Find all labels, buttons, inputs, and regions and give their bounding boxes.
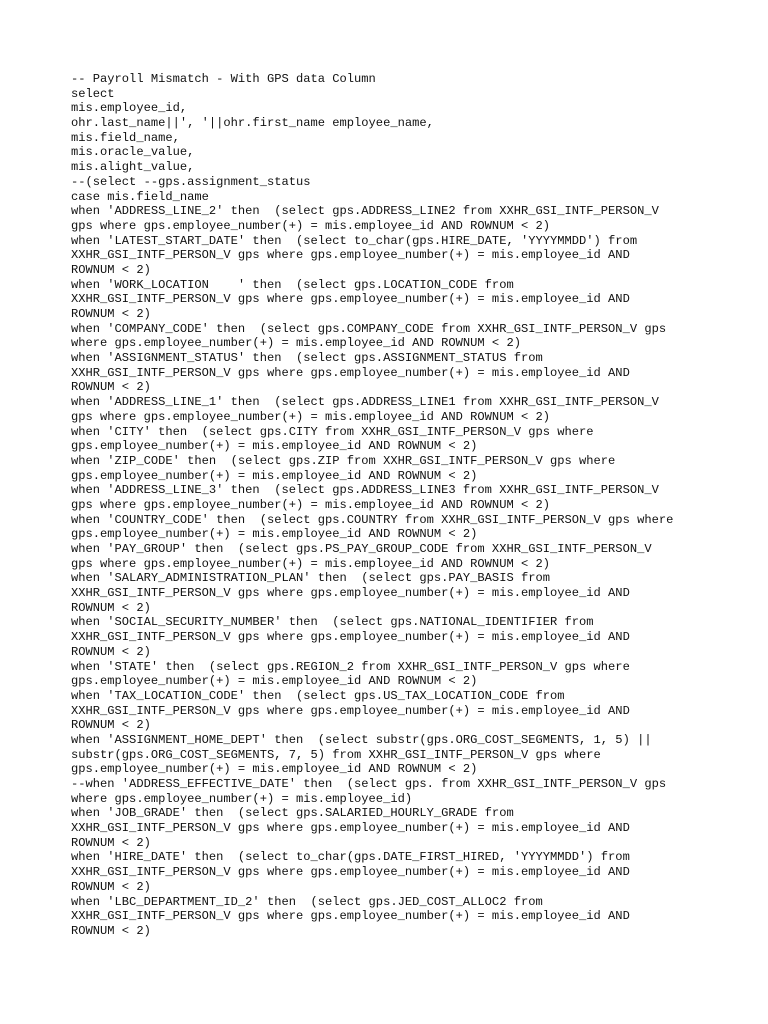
code-line: when 'CITY' then (select gps.CITY from XXHR_GSI_INTF_PERSON_V gps where [71, 424, 594, 439]
code-line: when 'LATEST_START_DATE' then (select to_char(gps.HIRE_DATE, 'YYYYMMDD') from [71, 233, 638, 248]
code-line: when 'SALARY_ADMINISTRATION_PLAN' then (select gps.PAY_BASIS from [71, 571, 550, 586]
code-line: when 'ASSIGNMENT_HOME_DEPT' then (select substr(gps.ORG_COST_SEGMENTS, 1, 5) || [71, 732, 652, 747]
code-line: when 'STATE' then (select gps.REGION_2 from XXHR_GSI_INTF_PERSON_V gps where [71, 659, 630, 674]
code-line: XXHR_GSI_INTF_PERSON_V gps where gps.employee_number(+) = mis.employee_id AND [71, 248, 630, 263]
code-line: ohr.last_name||', '||ohr.first_name employee_name, [71, 116, 434, 131]
code-line: when 'SOCIAL_SECURITY_NUMBER' then (select gps.NATIONAL_IDENTIFIER from [71, 615, 594, 630]
code-line: when 'ZIP_CODE' then (select gps.ZIP from XXHR_GSI_INTF_PERSON_V gps where [71, 453, 616, 468]
code-line: when 'HIRE_DATE' then (select to_char(gps.DATE_FIRST_HIRED, 'YYYYMMDD') from [71, 850, 630, 865]
code-line: gps where gps.employee_number(+) = mis.employee_id AND ROWNUM < 2) [71, 497, 550, 512]
code-line: gps where gps.employee_number(+) = mis.employee_id AND ROWNUM < 2) [71, 556, 550, 571]
code-line: XXHR_GSI_INTF_PERSON_V gps where gps.employee_number(+) = mis.employee_id AND [71, 909, 630, 924]
code-line: -- Payroll Mismatch - With GPS data Column [71, 72, 376, 86]
code-line: ROWNUM < 2) [71, 380, 151, 395]
code-line: mis.alight_value, [71, 160, 195, 175]
code-line: XXHR_GSI_INTF_PERSON_V gps where gps.employee_number(+) = mis.employee_id AND [71, 586, 630, 601]
code-line: when 'LBC_DEPARTMENT_ID_2' then (select gps.JED_COST_ALLOC2 from [71, 894, 543, 909]
code-line: select [71, 86, 115, 101]
code-line: when 'COUNTRY_CODE' then (select gps.COUNTRY from XXHR_GSI_INTF_PERSON_V gps where [71, 512, 674, 527]
code-line: XXHR_GSI_INTF_PERSON_V gps where gps.employee_number(+) = mis.employee_id AND [71, 365, 630, 380]
code-line: --(select --gps.assignment_status [71, 174, 311, 189]
code-line: XXHR_GSI_INTF_PERSON_V gps where gps.employee_number(+) = mis.employee_id AND [71, 703, 630, 718]
code-line: when 'ADDRESS_LINE_2' then (select gps.ADDRESS_LINE2 from XXHR_GSI_INTF_PERSON_V [71, 204, 659, 219]
code-line: where gps.employee_number(+) = mis.employee_id) [71, 791, 413, 806]
code-line: XXHR_GSI_INTF_PERSON_V gps where gps.employee_number(+) = mis.employee_id AND [71, 821, 630, 836]
document-page [71, 72, 711, 939]
code-line: ROWNUM < 2) [71, 835, 151, 850]
code-line: gps.employee_number(+) = mis.employee_id AND ROWNUM < 2) [71, 674, 478, 689]
code-line: gps.employee_number(+) = mis.employee_id AND ROWNUM < 2) [71, 468, 478, 483]
code-line: mis.field_name, [71, 130, 180, 145]
code-line: ROWNUM < 2) [71, 600, 151, 615]
code-line: ROWNUM < 2) [71, 644, 151, 659]
code-line: gps.employee_number(+) = mis.employee_id AND ROWNUM < 2) [71, 439, 478, 454]
code-line: gps.employee_number(+) = mis.employee_id AND ROWNUM < 2) [71, 527, 478, 542]
code-line: when 'PAY_GROUP' then (select gps.PS_PAY_GROUP_CODE from XXHR_GSI_INTF_PERSON_V [71, 542, 652, 556]
code-line: when 'WORK_LOCATION ' then (select gps.LOCATION_CODE from [71, 277, 514, 292]
code-line: gps where gps.employee_number(+) = mis.employee_id AND ROWNUM < 2) [71, 409, 550, 424]
code-line: gps where gps.employee_number(+) = mis.employee_id AND ROWNUM < 2) [71, 218, 550, 233]
code-line: when 'COMPANY_CODE' then (select gps.COMPANY_CODE from XXHR_GSI_INTF_PERSON_V gps [71, 321, 667, 336]
code-line: ROWNUM < 2) [71, 262, 151, 277]
code-line: ROWNUM < 2) [71, 718, 151, 733]
code-line: where gps.employee_number(+) = mis.employee_id AND ROWNUM < 2) [71, 336, 521, 351]
code-line: XXHR_GSI_INTF_PERSON_V gps where gps.employee_number(+) = mis.employee_id AND [71, 865, 630, 880]
code-line: case mis.field_name [71, 189, 209, 204]
code-line: mis.employee_id, [71, 101, 188, 116]
code-line: mis.oracle_value, [71, 145, 195, 160]
code-line: when 'ASSIGNMENT_STATUS' then (select gps.ASSIGNMENT_STATUS from [71, 351, 543, 366]
code-line: substr(gps.ORG_COST_SEGMENTS, 7, 5) from XXHR_GSI_INTF_PERSON_V gps where [71, 747, 601, 762]
code-line: ROWNUM < 2) [71, 879, 151, 894]
code-line: when 'TAX_LOCATION_CODE' then (select gps.US_TAX_LOCATION_CODE from [71, 688, 565, 703]
code-line: ROWNUM < 2) [71, 923, 151, 938]
code-line: when 'ADDRESS_LINE_1' then (select gps.ADDRESS_LINE1 from XXHR_GSI_INTF_PERSON_V [71, 395, 659, 410]
code-line: gps.employee_number(+) = mis.employee_id AND ROWNUM < 2) [71, 762, 478, 777]
code-line: XXHR_GSI_INTF_PERSON_V gps where gps.employee_number(+) = mis.employee_id AND [71, 292, 630, 307]
code-line: --when 'ADDRESS_EFFECTIVE_DATE' then (select gps. from XXHR_GSI_INTF_PERSON_V gps [71, 777, 667, 791]
code-line: when 'ADDRESS_LINE_3' then (select gps.ADDRESS_LINE3 from XXHR_GSI_INTF_PERSON_V [71, 483, 659, 498]
code-line: when 'JOB_GRADE' then (select gps.SALARIED_HOURLY_GRADE from [71, 806, 514, 821]
code-line: ROWNUM < 2) [71, 307, 151, 321]
code-line: XXHR_GSI_INTF_PERSON_V gps where gps.employee_number(+) = mis.employee_id AND [71, 630, 630, 645]
